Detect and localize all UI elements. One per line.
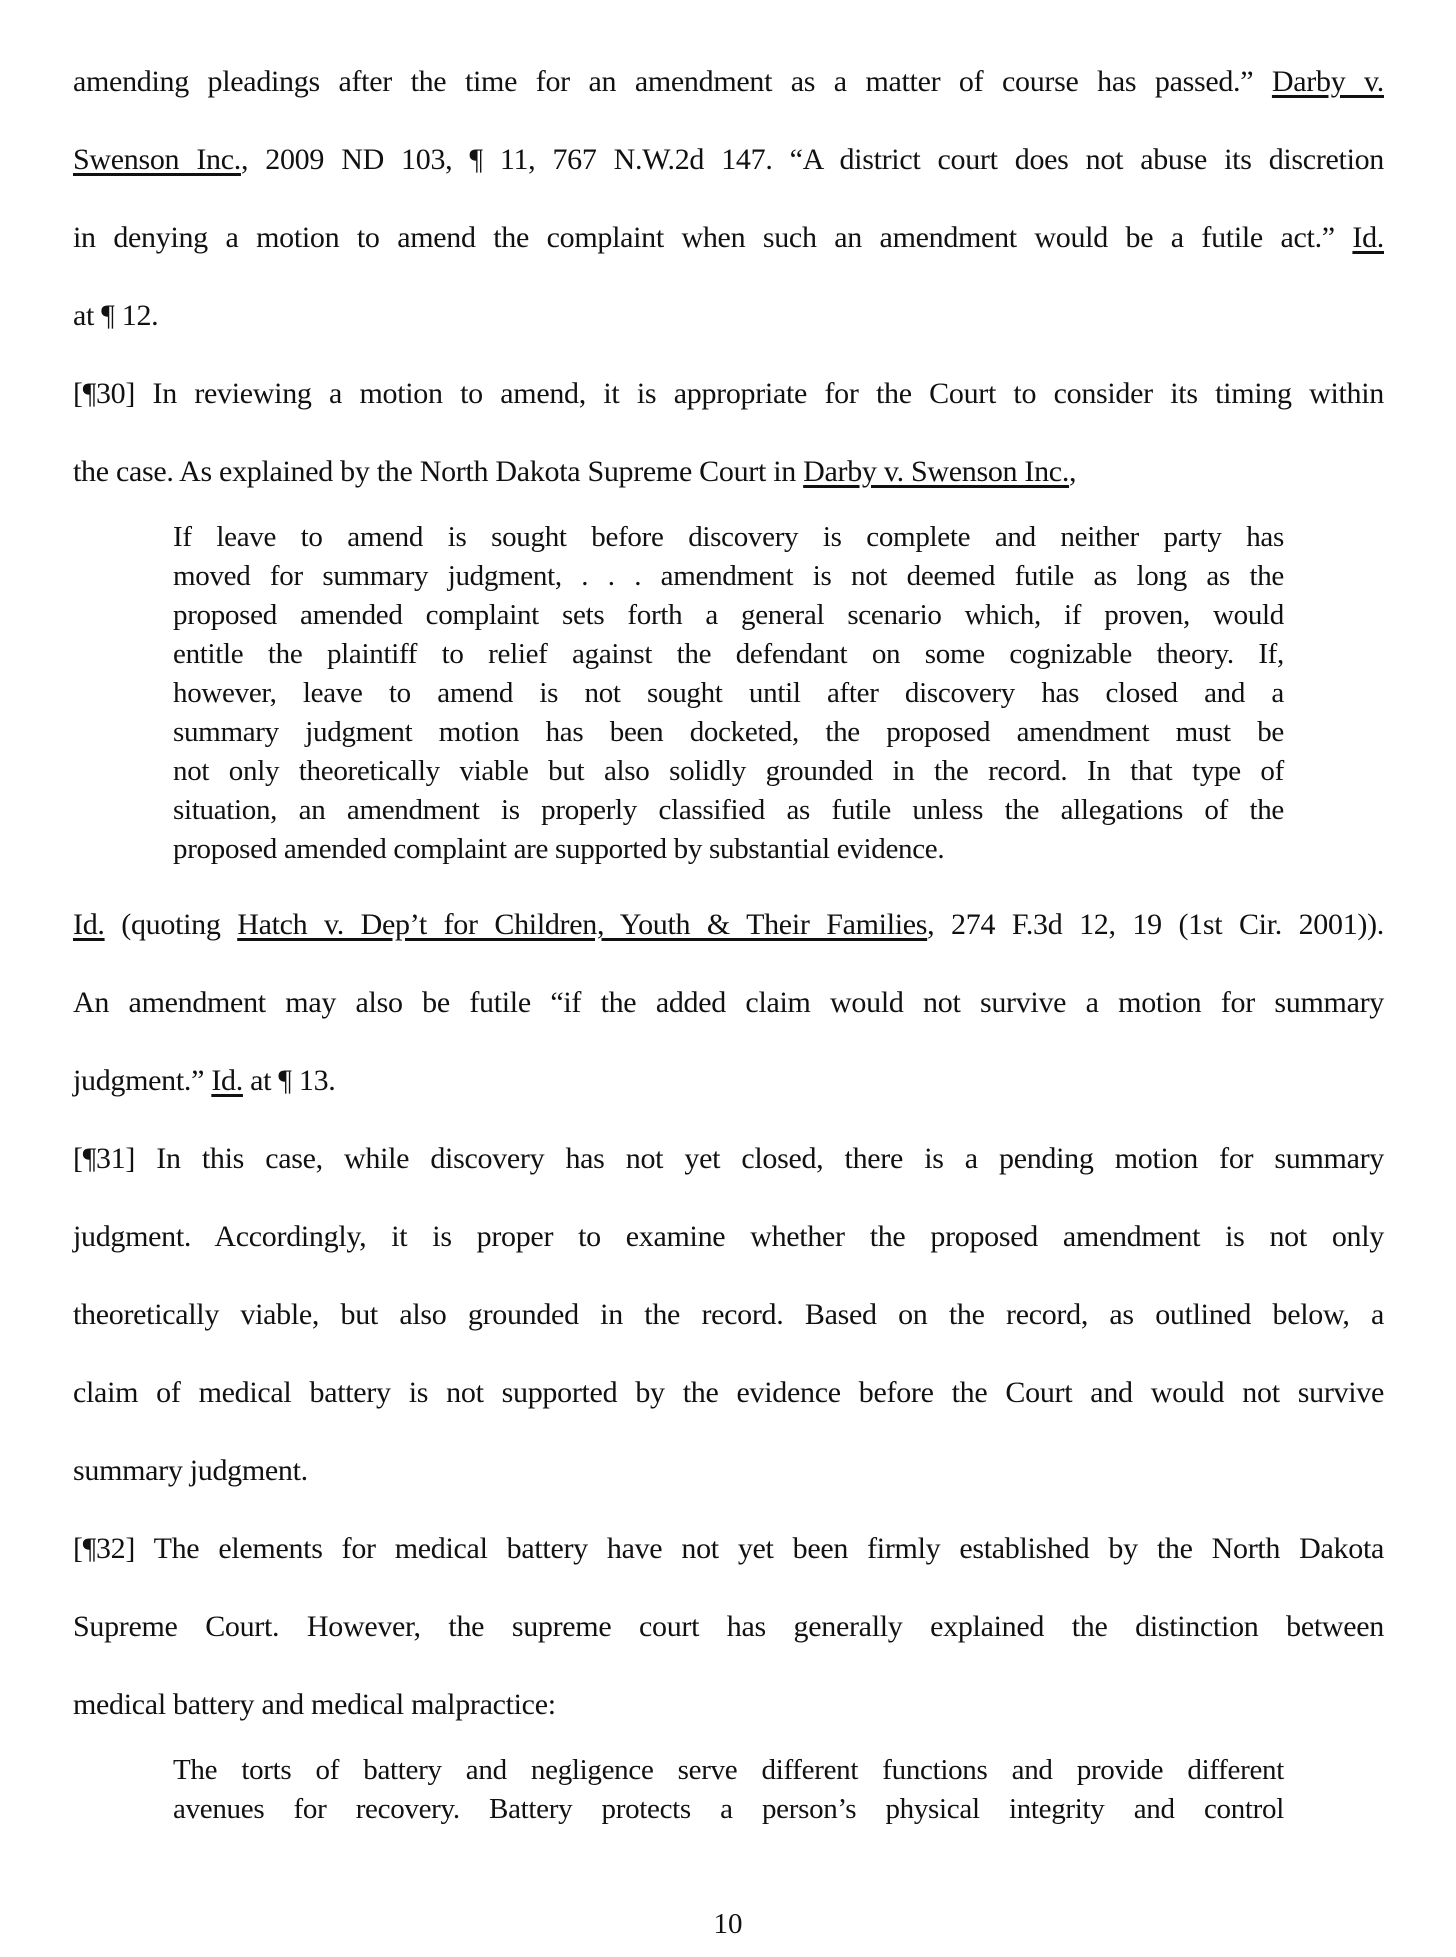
text-line	[173, 830, 1284, 869]
text-run: claim of medical battery is not supported by the evidence before the Court and would not survive	[73, 1376, 1384, 1409]
text-line	[173, 1751, 1284, 1790]
text-run: [¶30] In reviewing a motion to amend, it is appropriate for the Court to consider its timing within	[73, 377, 1384, 410]
text-run: If leave to amend is sought before discovery is complete and neither party has	[173, 521, 1284, 553]
text-run: the case. As explained by the North Dakota Supreme Court in	[73, 455, 804, 488]
text-line	[173, 752, 1284, 791]
text-run: summary judgment.	[73, 1454, 308, 1487]
block-quote	[173, 1751, 1284, 1829]
case-citation: Id.	[211, 1064, 243, 1097]
text-run: summary judgment motion has been docketed, the proposed amendment must be	[173, 716, 1284, 748]
text-line	[173, 635, 1284, 674]
text-run: avenues for recovery. Battery protects a person’s physical integrity and control	[173, 1793, 1284, 1825]
text-run: [¶31] In this case, while discovery has not yet closed, there is a pending motion for summary	[73, 1142, 1384, 1175]
text-line	[73, 1588, 1384, 1666]
text-line	[73, 964, 1384, 1042]
text-run: proposed amended complaint sets forth a general scenario which, if proven, would	[173, 599, 1284, 631]
text-line	[73, 1276, 1384, 1354]
text-run: in denying a motion to amend the complaint when such an amendment would be a futile act.”	[73, 221, 1353, 254]
text-line	[173, 1790, 1284, 1829]
block-quote	[173, 518, 1284, 869]
body-paragraphs	[73, 886, 1384, 1744]
text-line	[73, 433, 1384, 511]
text-line	[173, 596, 1284, 635]
text-line	[73, 1432, 1384, 1510]
text-line	[73, 1354, 1384, 1432]
text-run: judgment. Accordingly, it is proper to examine whether the proposed amendment is not only	[73, 1220, 1384, 1253]
case-citation: Hatch v. Dep’t for Children, Youth & Their Families	[237, 908, 928, 941]
text-line	[73, 1510, 1384, 1588]
text-run: , 2009 ND 103, ¶ 11, 767 N.W.2d 147. “A district court does not abuse its discretion	[240, 143, 1385, 176]
text-run: judgment.”	[73, 1064, 212, 1097]
case-citation: Darby v.	[1271, 65, 1384, 98]
case-citation: Id.	[73, 908, 105, 941]
text-run: The torts of battery and negligence serve different functions and provide different	[173, 1754, 1284, 1786]
text-run: at ¶ 12.	[73, 299, 159, 332]
text-run: medical battery and medical malpractice:	[73, 1688, 556, 1721]
text-line	[73, 1042, 1384, 1120]
text-line	[173, 791, 1284, 830]
text-run: [¶32] The elements for medical battery have not yet been firmly established by the North Dakota	[73, 1532, 1384, 1565]
text-line	[173, 713, 1284, 752]
text-line	[173, 674, 1284, 713]
text-run: moved for summary judgment, . . . amendment is not deemed futile as long as the	[173, 560, 1284, 592]
case-citation: Id.	[1352, 221, 1384, 254]
case-citation: Darby v. Swenson Inc.	[803, 455, 1070, 488]
text-run: theoretically viable, but also grounded in the record. Based on the record, as outlined below, a	[73, 1298, 1384, 1331]
text-line	[73, 1120, 1384, 1198]
text-line	[173, 518, 1284, 557]
document-page	[73, 43, 1384, 1846]
body-paragraphs	[73, 43, 1384, 511]
text-run: entitle the plaintiff to relief against the defendant on some cognizable theory. If,	[173, 638, 1284, 670]
text-line	[73, 277, 1384, 355]
text-run: (quoting	[104, 908, 238, 941]
text-run: Supreme Court. However, the supreme court has generally explained the distinction between	[73, 1610, 1384, 1643]
text-line	[73, 121, 1384, 199]
case-citation: Swenson Inc.	[73, 143, 241, 176]
text-line	[173, 557, 1284, 596]
text-run: situation, an amendment is properly classified as futile unless the allegations of the	[173, 794, 1284, 826]
page-number: 10	[713, 1908, 743, 1940]
text-line	[73, 199, 1384, 277]
text-run: An amendment may also be futile “if the added claim would not survive a motion for summary	[73, 986, 1384, 1019]
text-line	[73, 43, 1384, 121]
text-run: ,	[1069, 455, 1077, 488]
text-run: proposed amended complaint are supported by substantial evidence.	[173, 833, 945, 865]
text-line	[73, 1666, 1384, 1744]
text-run: however, leave to amend is not sought until after discovery has closed and a	[173, 677, 1284, 709]
text-run: not only theoretically viable but also solidly grounded in the record. In that type of	[173, 755, 1284, 787]
text-run: at ¶ 13.	[242, 1064, 336, 1097]
text-run: amending pleadings after the time for an amendment as a matter of course has passed.”	[73, 65, 1272, 98]
text-line	[73, 1198, 1384, 1276]
text-line	[73, 355, 1384, 433]
text-line	[73, 886, 1384, 964]
text-run: , 274 F.3d 12, 19 (1st Cir. 2001)).	[927, 908, 1384, 941]
